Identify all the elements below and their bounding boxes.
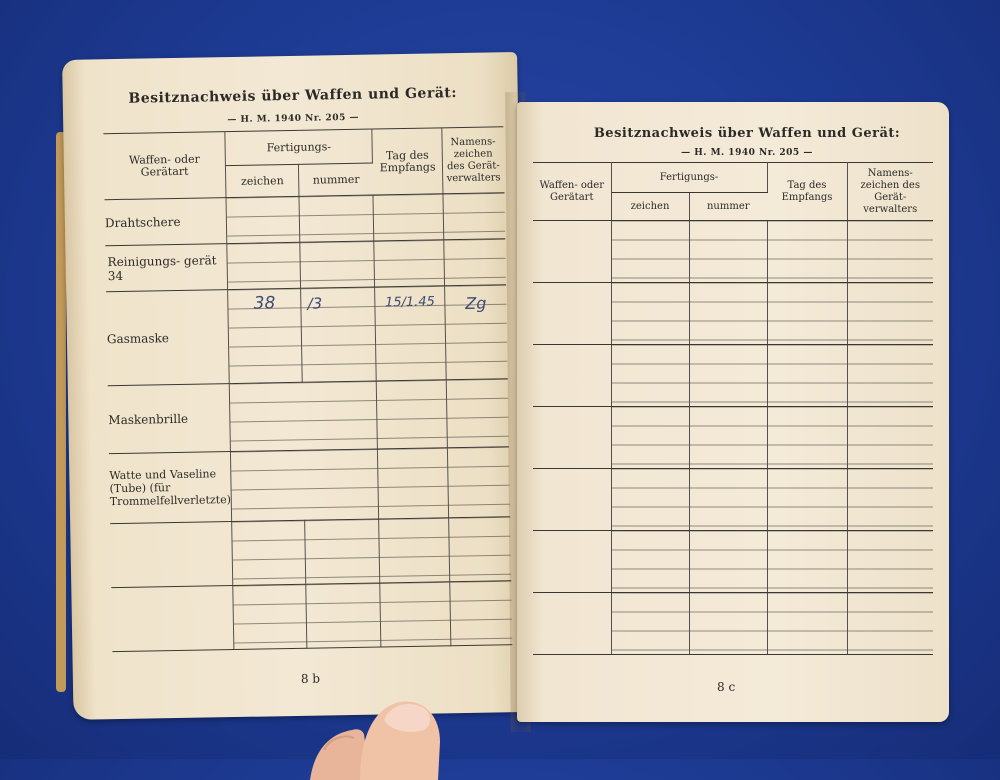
left-page-title: Besitznachweis über Waffen und Gerät: [128, 85, 458, 107]
row-label: Gasmaske [106, 290, 229, 386]
nummer-cell[interactable] [689, 469, 767, 531]
namens-cell[interactable] [847, 407, 933, 469]
tag-cell[interactable] [767, 469, 847, 531]
col-header-tag: Tag des Empfangs [767, 163, 847, 221]
namens-cell[interactable] [847, 345, 933, 407]
fertigungs-cell[interactable] [231, 449, 379, 522]
left-form-table [103, 126, 512, 652]
left-page-subtitle: — H. M. 1940 Nr. 205 — [227, 112, 360, 126]
nummer-cell[interactable] [689, 283, 767, 345]
nummer-cell[interactable] [299, 195, 374, 242]
right-page-number: 8 c [717, 680, 736, 694]
table-row [108, 379, 509, 454]
tag-cell[interactable] [767, 221, 847, 283]
zeichen-cell[interactable] [611, 407, 689, 469]
tag-cell[interactable] [373, 194, 443, 241]
col-header-namens: Namens- zeichen des Gerät- verwalters [847, 163, 933, 221]
tag-cell[interactable] [767, 407, 847, 469]
zeichen-cell[interactable] [611, 221, 689, 283]
namens-cell[interactable] [445, 285, 508, 380]
tag-cell[interactable] [378, 448, 449, 519]
handwritten-tag: 15/1.45 [384, 294, 436, 311]
tag-cell[interactable] [379, 518, 450, 583]
open-booklet [62, 52, 962, 722]
namens-cell[interactable] [450, 581, 513, 646]
table-row [105, 193, 506, 246]
table-row [109, 447, 510, 524]
col-header-type: Waffen- oder Gerätart [533, 163, 611, 221]
row-label-cell[interactable] [533, 283, 611, 345]
zeichen-cell[interactable] [611, 469, 689, 531]
zeichen-cell[interactable] [611, 593, 689, 655]
nummer-cell[interactable] [689, 407, 767, 469]
row-label-cell[interactable] [533, 407, 611, 469]
zeichen-cell[interactable] [611, 345, 689, 407]
table-row [111, 581, 512, 652]
tag-cell[interactable] [380, 582, 451, 647]
table-row [533, 345, 933, 407]
zeichen-cell[interactable] [228, 288, 303, 383]
tag-cell[interactable] [767, 593, 847, 655]
row-label-cell[interactable] [533, 469, 611, 531]
left-page [62, 52, 528, 720]
row-label: Drahtschere [105, 198, 227, 246]
table-row [533, 407, 933, 469]
col-header-tag: Tag des Empfangs [372, 128, 443, 195]
col-header-nummer: nummer [689, 193, 767, 221]
zeichen-cell[interactable] [226, 196, 300, 243]
table-row [533, 221, 933, 283]
row-label: Watte und Vaseline (Tube) (für Trommelfellverletzte) [109, 452, 232, 524]
row-label [110, 522, 233, 588]
nummer-cell[interactable] [689, 221, 767, 283]
namens-cell[interactable] [847, 283, 933, 345]
col-header-zeichen: zeichen [611, 193, 689, 221]
table-row [106, 285, 508, 386]
zeichen-cell[interactable] [611, 531, 689, 593]
row-label-cell[interactable] [533, 345, 611, 407]
tag-cell[interactable] [374, 240, 444, 287]
col-header-nummer: nummer [299, 163, 374, 196]
tag-cell[interactable] [767, 283, 847, 345]
nummer-cell[interactable] [305, 519, 380, 584]
table-row [533, 469, 933, 531]
row-label-cell[interactable] [533, 593, 611, 655]
nummer-cell[interactable] [689, 593, 767, 655]
row-label-cell[interactable] [533, 531, 611, 593]
tag-cell[interactable] [767, 531, 847, 593]
zeichen-cell[interactable] [232, 520, 306, 585]
right-page-title: Besitznachweis über Waffen und Gerät: [593, 126, 901, 141]
namens-cell[interactable] [443, 193, 505, 240]
namens-cell[interactable] [446, 379, 509, 448]
col-header-namens: Namens- zeichen des Gerät- verwalters [442, 127, 505, 194]
table-row [533, 531, 933, 593]
nummer-cell[interactable] [301, 287, 377, 382]
nummer-cell[interactable] [689, 345, 767, 407]
row-label: Reinigungs- gerät 34 [105, 244, 227, 292]
row-label-cell[interactable] [533, 221, 611, 283]
tag-cell[interactable] [375, 286, 446, 381]
tag-cell[interactable] [376, 380, 447, 449]
zeichen-cell[interactable] [611, 283, 689, 345]
fertigungs-cell[interactable] [229, 381, 377, 452]
namens-cell[interactable] [847, 531, 933, 593]
zeichen-cell[interactable] [233, 584, 307, 649]
col-header-zeichen: zeichen [226, 164, 300, 197]
namens-cell[interactable] [447, 447, 510, 518]
col-header-fertigungs: Fertigungs- [611, 163, 767, 193]
tag-cell[interactable] [767, 345, 847, 407]
zeichen-cell[interactable] [227, 242, 301, 289]
table-row [105, 239, 506, 292]
handwritten-nummer: /3 [307, 294, 323, 313]
namens-cell[interactable] [847, 221, 933, 283]
namens-cell[interactable] [847, 469, 933, 531]
right-page [517, 102, 949, 722]
nummer-cell[interactable] [689, 531, 767, 593]
handwritten-signature: Zg [465, 293, 487, 313]
table-row [110, 517, 511, 588]
namens-cell[interactable] [847, 593, 933, 655]
right-form-table [533, 162, 933, 655]
namens-cell[interactable] [444, 239, 506, 286]
col-header-type: Waffen- oder Gerätart [103, 132, 226, 200]
table-row [533, 283, 933, 345]
namens-cell[interactable] [449, 517, 512, 582]
table-row [533, 593, 933, 655]
row-label: Maskenbrille [108, 384, 231, 454]
col-header-fertigungs: Fertigungs- [225, 129, 373, 166]
left-page-number: 8 b [300, 671, 321, 686]
handwritten-zeichen: 38 [253, 293, 276, 314]
nummer-cell[interactable] [306, 583, 381, 648]
thumb [300, 690, 460, 780]
nummer-cell[interactable] [300, 241, 375, 288]
row-label [111, 586, 234, 652]
right-page-subtitle: — H. M. 1940 Nr. 205 — [681, 148, 813, 158]
